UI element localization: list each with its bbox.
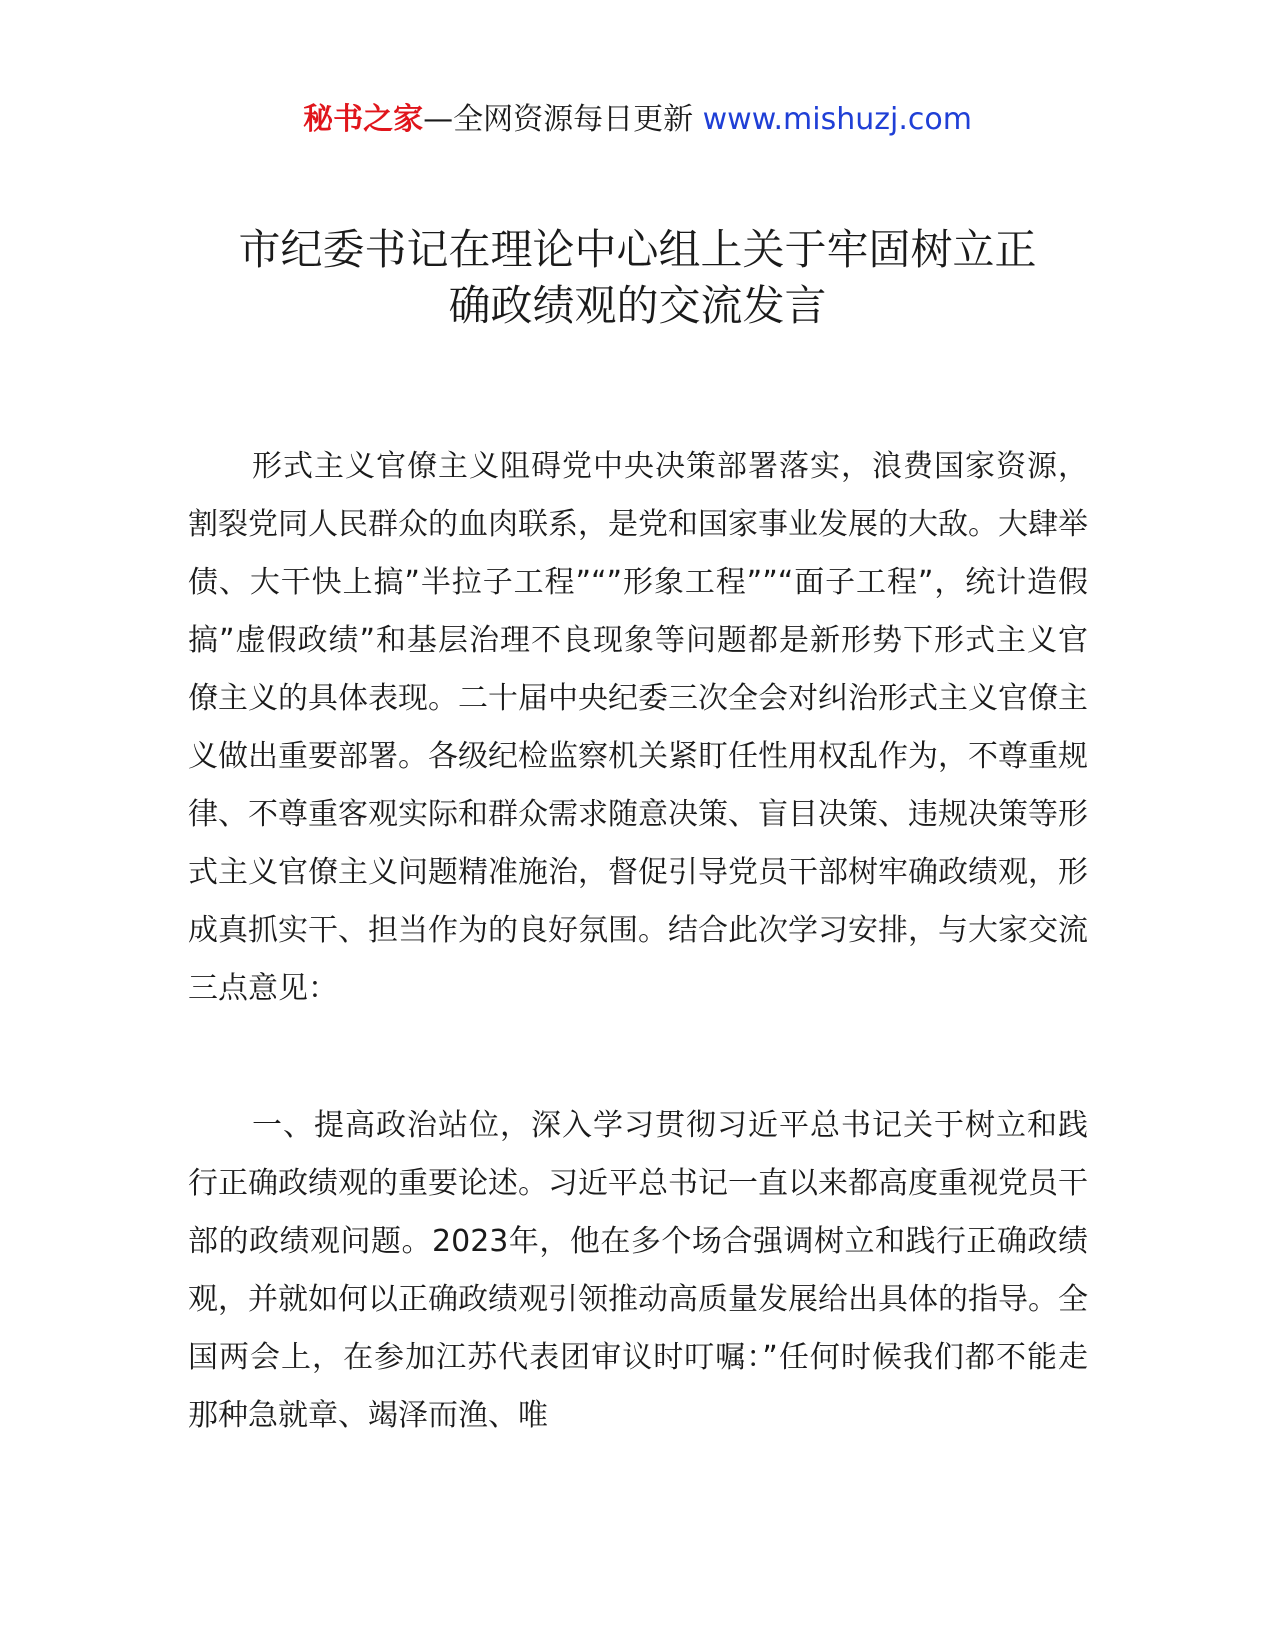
site-brand: 秘书之家 <box>303 102 424 137</box>
site-slogan: —全网资源每日更新 <box>423 102 703 137</box>
site-header <box>0 100 1275 140</box>
site-url-link[interactable]: www.mishuzj.com <box>702 102 972 137</box>
paragraph-intro: 形式主义官僚主义阻碍党中央决策部署落实，浪费国家资源，割裂党同人民群众的血肉联系，是党和国家事业发展的大敌。大肆举债、大干快上搞”半拉子工程”“”形象工程””“面子工程”，统计造假搞”虚假政绩”和基层治理不良现象等问题都是新形势下形式主义官僚主义的具体表现。二十届中央纪委三次全会对纠治形式主义官僚主义做出重要部署。各级纪检监察机关紧盯任性用权乱作为，不尊重规律、不尊重客观实际和群众需求随意决策、盲目决策、违规决策等形式主义官僚主义问题精准施治，督促引导党员干部树牢确政绩观，形成真抓实干、担当作为的良好氛围。结合此次学习安排，与大家交流三点意见： <box>188 449 1088 1006</box>
section-one-body: 习近平总书记一直以来都高度重视党员干部的政绩观问题。2023年，他在多个场合强调树立和践行正确政绩观，并就如何以正确政绩观引领推动高质量发展给出具体的指导。全国两会上，在参加江苏代表团审议时叮嘱：”任何时候我们都不能走那种急就章、竭泽而渔、唯 <box>188 1166 1088 1433</box>
title-line-1: 市纪委书记在理论中心组上关于牢固树立正 <box>238 225 1037 274</box>
title-line-2: 确政绩观的交流发言 <box>448 281 827 330</box>
document-title <box>160 222 1115 334</box>
section-one-heading: 一、提高政治站位，深入学习贯彻习近平总书记关于树立和践行正确政绩观的重要论述。 <box>188 1108 1088 1201</box>
paragraph-section-one <box>188 1097 1088 1445</box>
